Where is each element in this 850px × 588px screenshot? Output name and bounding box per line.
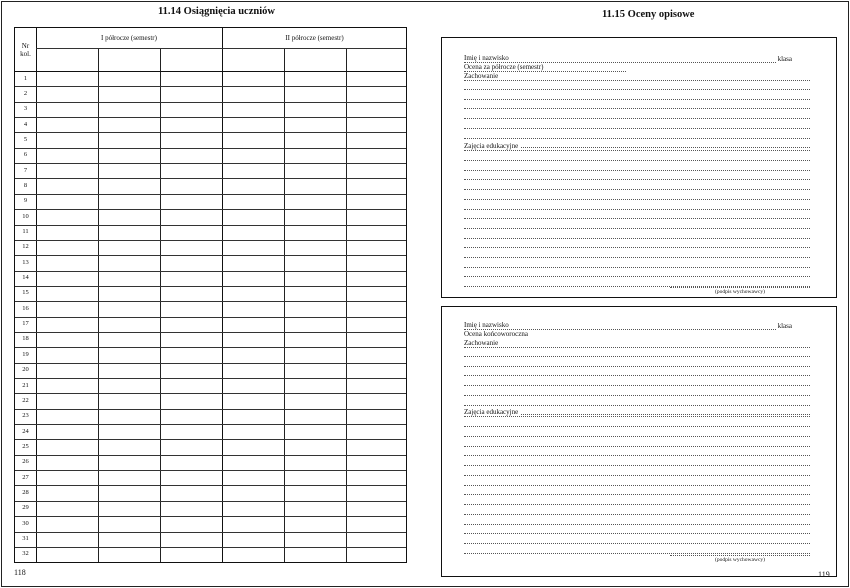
- row-number: 12: [22, 243, 29, 251]
- table-row-divider: [15, 286, 406, 287]
- row-number: 23: [22, 412, 29, 420]
- writing-line[interactable]: [464, 516, 810, 525]
- table-row-divider: [15, 148, 406, 149]
- writing-line[interactable]: [464, 81, 810, 90]
- table-row-divider: [15, 347, 406, 348]
- table-row-divider: [15, 485, 406, 486]
- table-row-divider: [15, 332, 406, 333]
- writing-line[interactable]: [464, 249, 810, 258]
- left-page: [0, 0, 424, 588]
- semester-2-header: II półrocze (semestr): [285, 34, 344, 42]
- row-number: 31: [22, 535, 29, 542]
- grade-line: [464, 330, 536, 338]
- row-number: 13: [22, 258, 29, 266]
- writing-line[interactable]: [464, 100, 810, 109]
- table-row-divider: [15, 532, 406, 533]
- writing-line[interactable]: [464, 496, 810, 505]
- writing-line[interactable]: [464, 201, 810, 210]
- writing-line[interactable]: [464, 268, 810, 277]
- row-number: 9: [23, 197, 28, 205]
- writing-line[interactable]: [464, 210, 810, 219]
- header-bottom-divider: [15, 71, 406, 72]
- row-number: 5: [23, 135, 28, 143]
- row-number: 3: [23, 105, 28, 113]
- writing-line[interactable]: [464, 278, 810, 287]
- writing-line[interactable]: [464, 120, 810, 129]
- signature-line: (podpis wychowawcy): [670, 287, 810, 295]
- writing-line[interactable]: [464, 259, 810, 268]
- writing-line[interactable]: [464, 191, 810, 200]
- row-number: 18: [22, 335, 29, 343]
- name-line[interactable]: [464, 321, 810, 330]
- writing-line[interactable]: [464, 171, 810, 180]
- writing-line[interactable]: [464, 428, 810, 437]
- writing-line[interactable]: [464, 397, 810, 406]
- table-row-divider: [15, 501, 406, 502]
- table-row-divider: [15, 363, 406, 364]
- classes-label: Zajęcia edukacyjne: [464, 408, 519, 416]
- writing-line[interactable]: [464, 457, 810, 466]
- nr-header: [15, 42, 36, 58]
- row-number: 15: [22, 289, 29, 297]
- page-number: 118: [14, 568, 26, 577]
- row-number: 24: [22, 427, 29, 435]
- table-row-divider: [15, 317, 406, 318]
- behaviour-line[interactable]: [464, 72, 810, 81]
- row-number: 14: [22, 274, 29, 282]
- table-row-divider: [15, 547, 406, 548]
- row-number: 21: [22, 381, 29, 389]
- writing-line[interactable]: [464, 348, 810, 357]
- classes-line[interactable]: [464, 142, 810, 151]
- assessment-box-final: [441, 306, 837, 577]
- writing-line[interactable]: [464, 367, 810, 376]
- page-title: 11.14 Osiągnięcia uczniów: [158, 6, 275, 17]
- row-number: 1: [23, 74, 28, 82]
- nr-header-line1: Nr: [21, 42, 30, 50]
- writing-line[interactable]: [464, 418, 810, 427]
- writing-line[interactable]: [464, 230, 810, 239]
- writing-line[interactable]: [464, 377, 810, 386]
- row-number: 22: [22, 396, 29, 404]
- grade-label: Ocena końcoworoczna: [464, 330, 528, 338]
- right-page: [425, 0, 850, 588]
- writing-line[interactable]: [464, 358, 810, 367]
- writing-line[interactable]: [464, 525, 810, 534]
- table-row-divider: [15, 424, 406, 425]
- row-number: 10: [22, 212, 29, 220]
- signature-line: (podpis wychowawcy): [670, 555, 810, 563]
- name-label: Imię i nazwisko: [464, 54, 509, 62]
- row-number: 4: [23, 120, 28, 128]
- row-number: 11: [22, 228, 29, 235]
- behaviour-label: Zachowanie: [464, 72, 499, 80]
- row-number: 29: [22, 504, 29, 512]
- writing-line[interactable]: [464, 387, 810, 396]
- page-title: 11.15 Oceny opisowe: [602, 9, 695, 20]
- page-number: 119: [818, 570, 830, 579]
- semester-header-divider: [36, 48, 406, 49]
- table-row-divider: [15, 439, 406, 440]
- behaviour-label: Zachowanie: [464, 339, 499, 347]
- assessment-box-midyear: [441, 37, 837, 298]
- table-row-divider: [15, 194, 406, 195]
- grade-label: Ocena za półrocze (semestr): [464, 63, 544, 71]
- grades-table: [14, 27, 407, 563]
- table-row-divider: [15, 378, 406, 379]
- table-row-divider: [15, 225, 406, 226]
- name-label: Imię i nazwisko: [464, 321, 509, 329]
- writing-line[interactable]: [464, 545, 810, 554]
- writing-line[interactable]: [464, 91, 810, 100]
- table-row-divider: [15, 409, 406, 410]
- table-row-divider: [15, 163, 406, 164]
- table-row-divider: [15, 516, 406, 517]
- writing-line[interactable]: [464, 438, 810, 447]
- row-number: 19: [22, 350, 29, 358]
- row-number: 32: [22, 550, 29, 558]
- table-row-divider: [15, 209, 406, 210]
- row-number: 17: [22, 320, 29, 328]
- row-number: 7: [23, 166, 28, 174]
- behaviour-line[interactable]: [464, 339, 810, 348]
- table-row-divider: [15, 393, 406, 394]
- writing-line[interactable]: [464, 506, 810, 515]
- row-number: 16: [22, 304, 29, 312]
- table-row-divider: [15, 301, 406, 302]
- row-number: 26: [22, 458, 29, 466]
- writing-line[interactable]: [464, 152, 810, 161]
- table-row-divider: [15, 117, 406, 118]
- table-column-divider: [36, 28, 37, 562]
- nr-header-line2: kol.: [20, 50, 31, 58]
- writing-line[interactable]: [464, 162, 810, 171]
- class-label: klasa: [776, 322, 810, 330]
- writing-line[interactable]: [464, 181, 810, 190]
- row-number: 28: [22, 488, 29, 496]
- row-number: 20: [22, 366, 29, 374]
- row-number: 8: [23, 181, 28, 189]
- row-number: 27: [22, 473, 29, 481]
- writing-line[interactable]: [464, 477, 810, 486]
- table-column-divider: [222, 28, 223, 562]
- writing-line[interactable]: [464, 220, 810, 229]
- table-row-divider: [15, 102, 406, 103]
- table-row-divider: [15, 271, 406, 272]
- writing-line[interactable]: [464, 110, 810, 119]
- writing-line[interactable]: [464, 467, 810, 476]
- writing-line[interactable]: [464, 486, 810, 495]
- table-row-divider: [15, 132, 406, 133]
- grade-line[interactable]: [464, 63, 626, 72]
- row-number: 25: [22, 442, 29, 450]
- writing-line[interactable]: [464, 447, 810, 456]
- row-number: 6: [23, 151, 28, 159]
- class-label: klasa: [776, 55, 810, 63]
- row-number: 30: [22, 519, 29, 527]
- classes-label: Zajęcia edukacyjne: [464, 142, 519, 150]
- writing-line[interactable]: [464, 130, 810, 139]
- classes-line[interactable]: [464, 408, 810, 417]
- name-line[interactable]: [464, 54, 810, 63]
- row-number: 2: [23, 89, 28, 97]
- table-row-divider: [15, 178, 406, 179]
- table-row-divider: [15, 240, 406, 241]
- writing-line[interactable]: [464, 239, 810, 248]
- table-row-divider: [15, 470, 406, 471]
- writing-line[interactable]: [464, 535, 810, 544]
- table-row-divider: [15, 255, 406, 256]
- table-row-divider: [15, 86, 406, 87]
- semester-1-header: I półrocze (semestr): [101, 34, 157, 42]
- table-row-divider: [15, 455, 406, 456]
